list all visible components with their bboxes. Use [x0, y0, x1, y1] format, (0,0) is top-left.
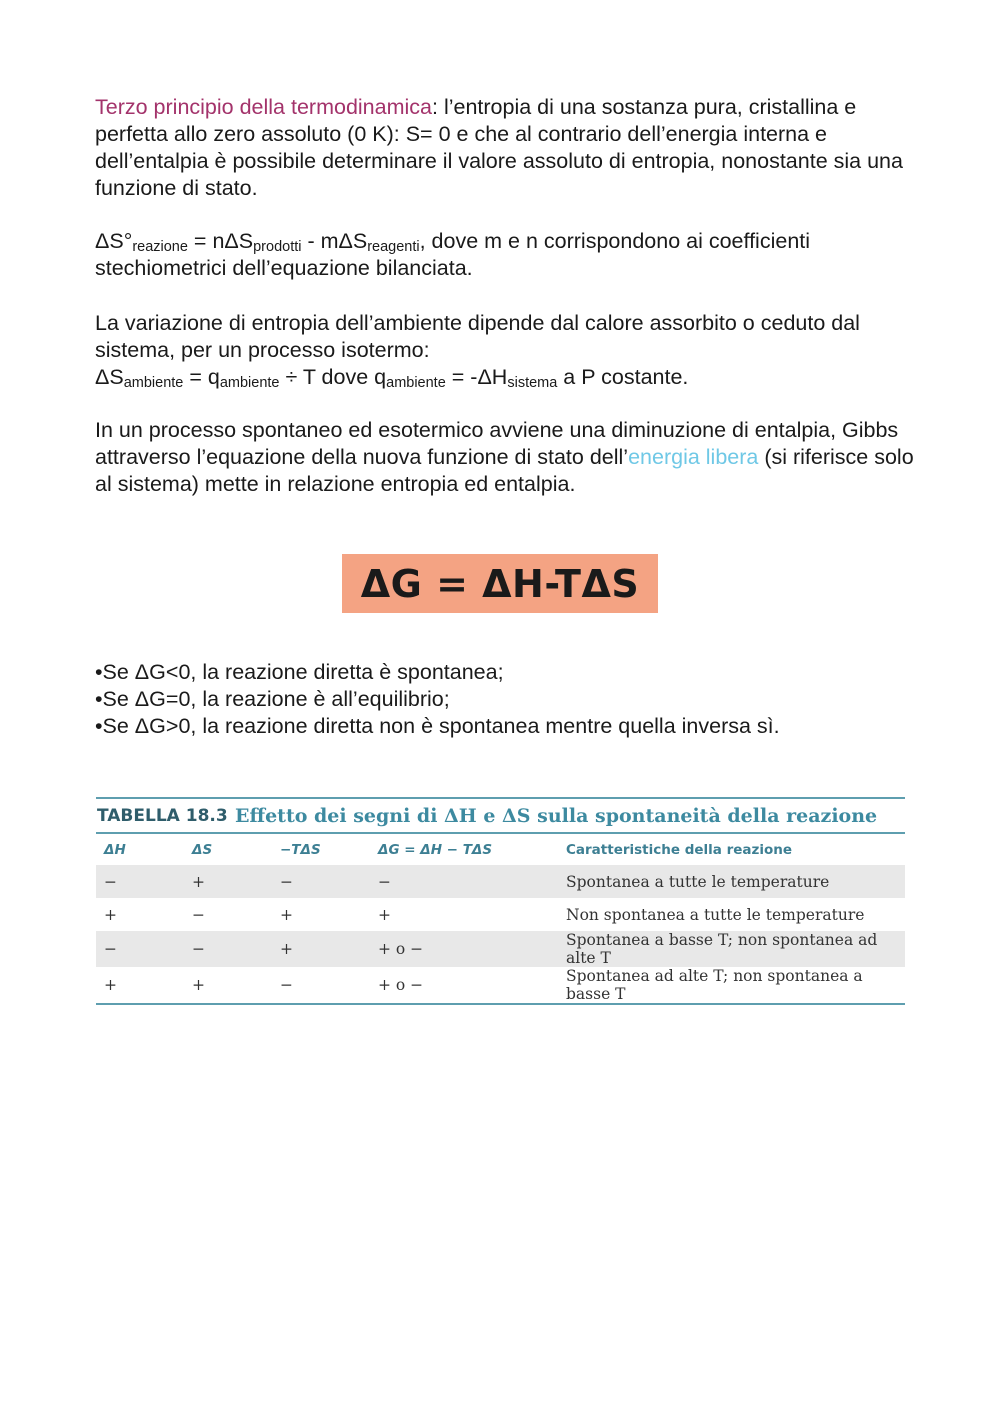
header-dg: ΔG = ΔH − TΔS	[378, 841, 493, 858]
subscript: reazione	[132, 239, 188, 255]
subscript: ambiente	[123, 375, 184, 391]
list-item: •Se ΔG>0, la reazione diretta non è spontanea mentre quella inversa sì.	[95, 714, 780, 738]
paragraph-gibbs	[95, 417, 915, 498]
paragraph-reaction-entropy	[95, 228, 915, 282]
table-cell: +	[184, 967, 272, 1004]
table-cell: −	[192, 905, 205, 924]
formula-text: = -ΔH	[445, 365, 508, 389]
formula-text: ÷ T dove q	[279, 365, 387, 389]
table-cell: −	[272, 967, 370, 1004]
table-cell: −	[184, 931, 272, 967]
bullet-list	[95, 659, 915, 740]
table-cell: −	[96, 931, 184, 967]
subscript: reagenti	[367, 239, 420, 255]
table-row	[96, 967, 905, 1004]
formula-text: - mΔS	[301, 229, 368, 253]
table-cell: +	[272, 931, 370, 967]
table-cell: +	[96, 967, 184, 1004]
table-row	[96, 931, 905, 967]
gibbs-text: (si riferisce solo al sistema) mette in relazione entropia ed entalpia.	[95, 445, 914, 496]
formula-text: = nΔS	[187, 229, 254, 253]
environment-intro: La variazione di entropia dell’ambiente dipende dal calore assorbito o ceduto dal sistema, per un processo isotermo:	[95, 311, 860, 362]
third-law-term: Terzo principio della termodinamica	[95, 95, 432, 119]
paragraph-third-law	[95, 94, 915, 202]
table-cell: +	[280, 905, 293, 924]
table-title	[96, 799, 905, 832]
subscript: prodotti	[253, 239, 302, 255]
table-cell: −	[96, 865, 184, 898]
table-cell: + o −	[370, 931, 558, 967]
gibbs-formula-box: ΔG = ΔH-TΔS	[342, 554, 658, 613]
third-law-text: : l’entropia di una sostanza pura, cristallina e perfetta allo zero assoluto (0 K): S= 0 e che al contrario dell’energia interna e dell’entalpia è possibile determinare il valore assoluto di entropia, nonostante sia una funzione di stato.	[95, 95, 903, 200]
table-cell: + o −	[370, 967, 558, 1004]
subscript: sistema	[507, 375, 558, 391]
header-ds: ΔS	[192, 841, 213, 858]
header-characteristics: Caratteristiche della reazione	[566, 841, 793, 858]
formula-text: ΔS°	[95, 229, 133, 253]
gibbs-text: In un processo spontaneo ed esotermico avviene una diminuzione di entalpia, Gibbs attraverso l’equazione della nuova funzione di stato dell’	[95, 418, 899, 469]
formula-text: = q	[183, 365, 220, 389]
table-cell: +	[104, 905, 117, 924]
formula-text: ΔS	[95, 365, 124, 389]
table-cell: Spontanea ad alte T; non spontanea a basse T	[558, 967, 905, 1004]
table-18-3	[96, 797, 905, 1005]
subscript: ambiente	[219, 375, 280, 391]
subscript: ambiente	[386, 375, 446, 391]
formula-text: a P costante.	[557, 365, 689, 389]
table-cell: +	[184, 865, 272, 898]
table-header-row	[96, 834, 905, 865]
list-item: •Se ΔG<0, la reazione diretta è spontanea;	[95, 660, 504, 684]
list-item: •Se ΔG=0, la reazione è all’equilibrio;	[95, 687, 450, 711]
free-energy-term: energia libera	[628, 445, 759, 469]
spontaneity-table	[96, 834, 905, 1005]
table-cell: Spontanea a basse T; non spontanea ad alte T	[558, 931, 905, 967]
table-cell: +	[378, 905, 391, 924]
header-tds: −TΔS	[280, 841, 321, 858]
table-cell: −	[272, 865, 370, 898]
table-cell: −	[370, 865, 558, 898]
formula-text: , dove m e n corrispondono ai coefficienti stechiometrici dell’equazione bilanciata.	[95, 229, 811, 280]
table-row	[96, 898, 905, 931]
table-row	[96, 865, 905, 898]
table-cell: Spontanea a tutte le temperature	[558, 865, 905, 898]
environment-formula	[95, 364, 915, 391]
header-dh: ΔH	[104, 841, 126, 858]
table-number: TABELLA 18.3	[97, 805, 228, 826]
paragraph-environment-entropy	[95, 310, 915, 391]
table-cell: Non spontanea a tutte le temperature	[566, 905, 865, 924]
table-caption: Effetto dei segni di ΔH e ΔS sulla spontaneità della reazione	[235, 804, 878, 827]
